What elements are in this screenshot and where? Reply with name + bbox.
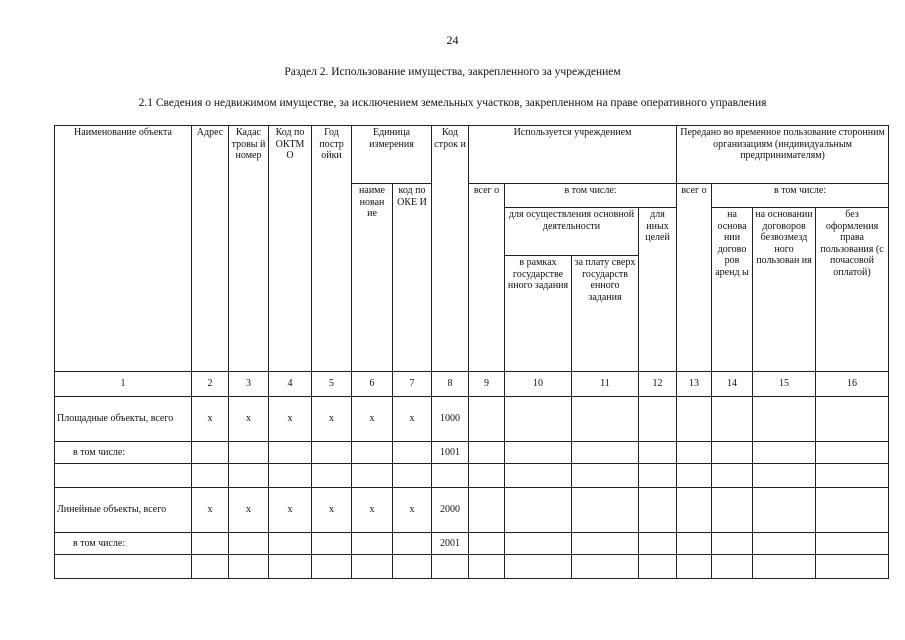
data-cell[interactable] xyxy=(312,442,352,464)
row-name: в том числе: xyxy=(55,533,192,555)
row-name: Линейные объекты, всего xyxy=(55,488,192,533)
column-number: 7 xyxy=(393,372,432,397)
data-cell[interactable] xyxy=(192,533,229,555)
data-cell[interactable] xyxy=(639,442,677,464)
data-cell[interactable] xyxy=(677,442,712,464)
data-cell[interactable] xyxy=(572,464,639,488)
data-cell[interactable] xyxy=(393,464,432,488)
header-main-activity: для осуществления основной деятельности xyxy=(505,208,639,256)
data-cell[interactable] xyxy=(505,488,572,533)
column-number: 12 xyxy=(639,372,677,397)
data-cell[interactable] xyxy=(469,555,505,579)
column-number: 15 xyxy=(753,372,816,397)
data-cell[interactable] xyxy=(229,533,269,555)
data-cell[interactable] xyxy=(572,555,639,579)
data-cell[interactable] xyxy=(269,464,312,488)
data-cell[interactable] xyxy=(639,397,677,442)
data-cell[interactable] xyxy=(393,442,432,464)
data-cell[interactable] xyxy=(572,442,639,464)
data-cell[interactable] xyxy=(753,397,816,442)
column-number: 5 xyxy=(312,372,352,397)
data-cell[interactable] xyxy=(352,533,393,555)
data-cell[interactable] xyxy=(677,488,712,533)
data-cell[interactable] xyxy=(352,442,393,464)
data-cell[interactable] xyxy=(816,464,889,488)
x-mark: x xyxy=(352,397,393,442)
header-unit: Единица измерения xyxy=(352,126,432,184)
data-cell[interactable] xyxy=(229,464,269,488)
x-mark: x xyxy=(312,397,352,442)
header-object-name: Наименование объекта xyxy=(55,126,192,372)
data-cell[interactable] xyxy=(572,397,639,442)
data-cell[interactable] xyxy=(816,442,889,464)
data-cell[interactable] xyxy=(753,464,816,488)
data-cell[interactable] xyxy=(712,533,753,555)
header-lease: на основа нии догово ров аренд ы xyxy=(712,208,753,372)
data-cell[interactable] xyxy=(677,555,712,579)
data-cell[interactable] xyxy=(393,555,432,579)
header-unit-name: наиме нован ие xyxy=(352,184,393,372)
header-cadastral: Кадас тровы й номер xyxy=(229,126,269,372)
x-mark: x xyxy=(393,488,432,533)
table-row xyxy=(55,397,889,442)
data-cell[interactable] xyxy=(192,464,229,488)
header-used: Используется учреждением xyxy=(469,126,677,184)
header-other-purposes: для иных целей xyxy=(639,208,677,372)
data-cell[interactable] xyxy=(816,397,889,442)
header-oktmo: Код по ОКТМ О xyxy=(269,126,312,372)
header-no-formal: без оформления права пользования (с почасовой оплатой) xyxy=(816,208,889,372)
header-transferred: Передано во временное пользование сторонним организациям (индивидуальным предпринимателям) xyxy=(677,126,889,184)
table-row-empty xyxy=(55,464,889,488)
data-cell[interactable] xyxy=(712,555,753,579)
data-cell[interactable] xyxy=(639,464,677,488)
column-number: 6 xyxy=(352,372,393,397)
column-number: 10 xyxy=(505,372,572,397)
data-cell[interactable] xyxy=(393,533,432,555)
header-transferred-total: всег о xyxy=(677,184,712,372)
column-number: 14 xyxy=(712,372,753,397)
data-cell[interactable] xyxy=(55,555,192,579)
data-cell[interactable] xyxy=(469,533,505,555)
data-cell[interactable] xyxy=(677,464,712,488)
header-transferred-incl: в том числе: xyxy=(712,184,889,208)
data-cell[interactable] xyxy=(469,488,505,533)
data-cell[interactable] xyxy=(505,555,572,579)
data-cell[interactable] xyxy=(816,555,889,579)
column-numbers-row xyxy=(55,372,889,397)
column-number: 3 xyxy=(229,372,269,397)
data-cell[interactable] xyxy=(639,555,677,579)
x-mark: x xyxy=(229,488,269,533)
row-code: 1001 xyxy=(432,442,469,464)
data-cell[interactable] xyxy=(469,464,505,488)
header-address: Адрес xyxy=(192,126,229,372)
data-cell[interactable] xyxy=(269,442,312,464)
data-cell[interactable] xyxy=(352,555,393,579)
property-table xyxy=(54,125,889,579)
data-cell[interactable] xyxy=(816,533,889,555)
row-code: 2000 xyxy=(432,488,469,533)
row-code: 2001 xyxy=(432,533,469,555)
column-number: 4 xyxy=(269,372,312,397)
header-row-code: Код строк и xyxy=(432,126,469,372)
data-cell[interactable] xyxy=(229,442,269,464)
data-cell[interactable] xyxy=(432,464,469,488)
table-row xyxy=(55,488,889,533)
x-mark: x xyxy=(192,488,229,533)
header-used-incl: в том числе: xyxy=(505,184,677,208)
data-cell[interactable] xyxy=(469,442,505,464)
page-number: 24 xyxy=(446,33,459,47)
header-unit-code: код по ОКЕ И xyxy=(393,184,432,372)
subsection-title: 2.1 Сведения о недвижимом имуществе, за исключением земельных участков, закрепленном на праве оперативного управления xyxy=(138,97,767,109)
column-number: 13 xyxy=(677,372,712,397)
x-mark: x xyxy=(269,397,312,442)
x-mark: x xyxy=(192,397,229,442)
x-mark: x xyxy=(312,488,352,533)
data-cell[interactable] xyxy=(312,555,352,579)
header-paid-over: за плату сверх государств енного задания xyxy=(572,256,639,372)
data-cell[interactable] xyxy=(712,464,753,488)
data-cell[interactable] xyxy=(432,555,469,579)
x-mark: x xyxy=(352,488,393,533)
data-cell[interactable] xyxy=(55,464,192,488)
header-year: Год постр ойки xyxy=(312,126,352,372)
data-cell[interactable] xyxy=(192,442,229,464)
column-number: 11 xyxy=(572,372,639,397)
data-cell[interactable] xyxy=(192,555,229,579)
data-cell[interactable] xyxy=(572,488,639,533)
data-cell[interactable] xyxy=(753,488,816,533)
data-cell[interactable] xyxy=(753,533,816,555)
data-cell[interactable] xyxy=(229,555,269,579)
x-mark: x xyxy=(393,397,432,442)
data-cell[interactable] xyxy=(269,533,312,555)
data-cell[interactable] xyxy=(269,555,312,579)
x-mark: x xyxy=(229,397,269,442)
header-free-use: на основании договоров безвозмезд ного пользован ия xyxy=(753,208,816,372)
table-row-empty xyxy=(55,555,889,579)
data-cell[interactable] xyxy=(753,555,816,579)
data-cell[interactable] xyxy=(712,488,753,533)
column-number: 16 xyxy=(816,372,889,397)
column-number: 8 xyxy=(432,372,469,397)
data-cell[interactable] xyxy=(639,533,677,555)
data-cell[interactable] xyxy=(505,464,572,488)
section-title: Раздел 2. Использование имущества, закрепленного за учреждением xyxy=(284,66,621,78)
data-cell[interactable] xyxy=(572,533,639,555)
column-number: 9 xyxy=(469,372,505,397)
table-row xyxy=(55,442,889,464)
data-cell[interactable] xyxy=(639,488,677,533)
data-cell[interactable] xyxy=(753,442,816,464)
data-cell[interactable] xyxy=(816,488,889,533)
row-name: Площадные объекты, всего xyxy=(55,397,192,442)
table-row xyxy=(55,533,889,555)
data-cell[interactable] xyxy=(677,533,712,555)
data-cell[interactable] xyxy=(712,397,753,442)
x-mark: x xyxy=(269,488,312,533)
header-state-task: в рамках государстве нного задания xyxy=(505,256,572,372)
column-number: 2 xyxy=(192,372,229,397)
row-name: в том числе: xyxy=(55,442,192,464)
data-cell[interactable] xyxy=(312,533,352,555)
data-cell[interactable] xyxy=(469,397,505,442)
row-code: 1000 xyxy=(432,397,469,442)
column-number: 1 xyxy=(55,372,192,397)
data-cell[interactable] xyxy=(312,464,352,488)
data-cell[interactable] xyxy=(505,533,572,555)
data-cell[interactable] xyxy=(505,397,572,442)
data-cell[interactable] xyxy=(677,397,712,442)
data-cell[interactable] xyxy=(505,442,572,464)
data-cell[interactable] xyxy=(712,442,753,464)
header-used-total: всег о xyxy=(469,184,505,372)
data-cell[interactable] xyxy=(352,464,393,488)
